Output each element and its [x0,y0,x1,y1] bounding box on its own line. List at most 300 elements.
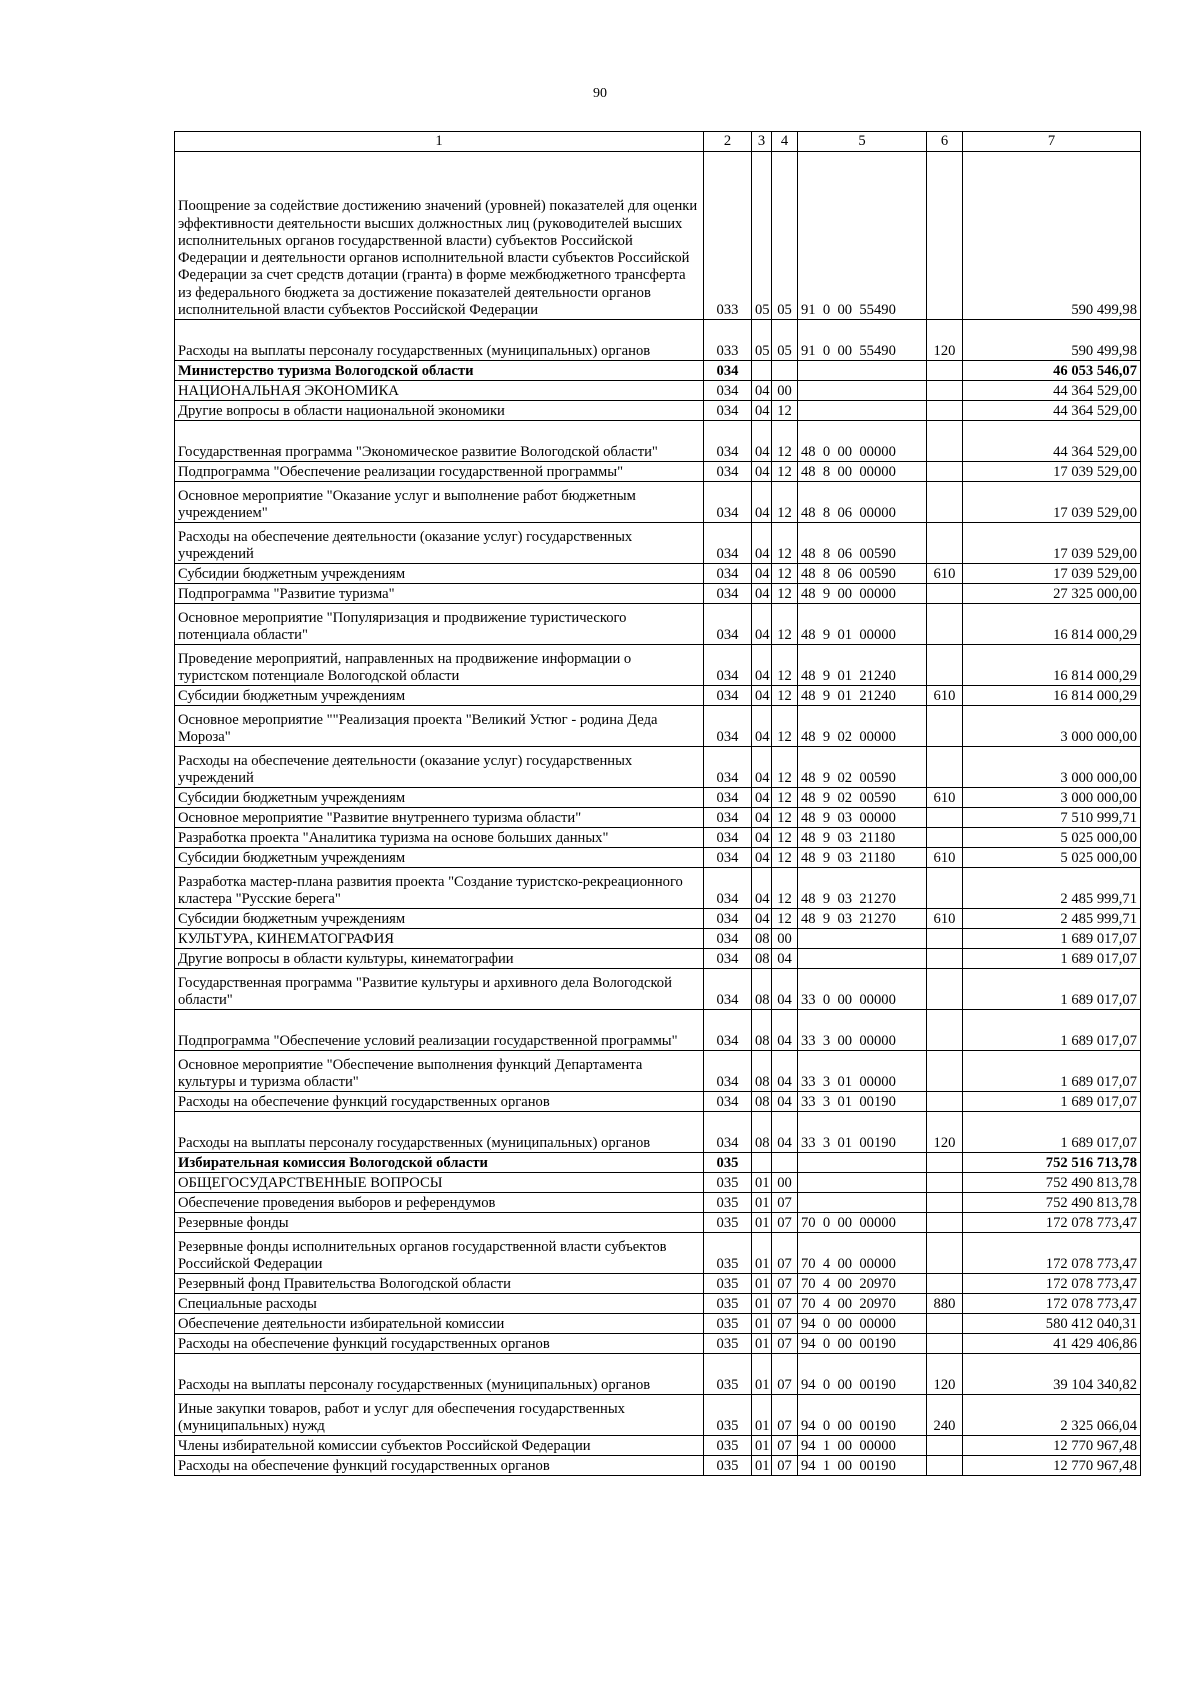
row-amount: 2 485 999,71 [963,909,1141,929]
row-section-code: 01 [752,1314,772,1334]
row-subsection-code: 12 [772,747,798,788]
row-subsection-code: 12 [772,421,798,462]
row-section-code: 08 [752,1092,772,1112]
row-amount: 3 000 000,00 [963,788,1141,808]
table-row [175,1436,1141,1456]
row-amount: 2 485 999,71 [963,868,1141,909]
row-expense-type [927,808,963,828]
row-target-article: 48 9 03 00000 [798,808,927,828]
row-expense-type [927,1334,963,1354]
row-target-article: 48 0 00 00000 [798,421,927,462]
row-grbs-code: 034 [704,868,752,909]
row-name: Расходы на обеспечение деятельности (оказание услуг) государственных учреждений [175,747,704,788]
row-target-article: 33 0 00 00000 [798,969,927,1010]
row-grbs-code: 034 [704,747,752,788]
row-amount: 5 025 000,00 [963,848,1141,868]
row-target-article [798,361,927,381]
table-row [175,523,1141,564]
table-row [175,969,1141,1010]
header-row [175,132,1141,152]
row-section-code: 08 [752,1051,772,1092]
row-section-code: 04 [752,604,772,645]
row-subsection-code: 12 [772,401,798,421]
row-target-article: 48 8 06 00000 [798,482,927,523]
table-row [175,788,1141,808]
row-expense-type [927,1314,963,1334]
table-row [175,1112,1141,1153]
row-target-article: 48 9 02 00000 [798,706,927,747]
row-section-code: 08 [752,949,772,969]
row-subsection-code: 12 [772,482,798,523]
row-subsection-code: 00 [772,929,798,949]
row-expense-type [927,706,963,747]
row-name: Субсидии бюджетным учреждениям [175,848,704,868]
row-expense-type [927,482,963,523]
table-row [175,320,1141,361]
row-amount: 590 499,98 [963,152,1141,320]
row-grbs-code: 034 [704,909,752,929]
row-amount: 752 516 713,78 [963,1153,1141,1173]
table-row [175,1153,1141,1173]
row-grbs-code: 034 [704,401,752,421]
row-grbs-code: 034 [704,788,752,808]
row-expense-type: 120 [927,1112,963,1153]
table-row [175,949,1141,969]
row-grbs-code: 034 [704,381,752,401]
row-name: Разработка проекта "Аналитика туризма на основе больших данных" [175,828,704,848]
row-name: Обеспечение проведения выборов и референдумов [175,1193,704,1213]
row-name: КУЛЬТУРА, КИНЕМАТОГРАФИЯ [175,929,704,949]
row-section-code: 04 [752,381,772,401]
table-row [175,1456,1141,1476]
row-section-code: 04 [752,747,772,788]
row-expense-type: 610 [927,564,963,584]
row-grbs-code: 035 [704,1213,752,1233]
row-grbs-code: 035 [704,1334,752,1354]
row-expense-type [927,1456,963,1476]
row-grbs-code: 034 [704,808,752,828]
row-expense-type: 610 [927,686,963,706]
row-name: Поощрение за содействие достижению значений (уровней) показателей для оценки эффективности деятельности высших должностных лиц (руководителей высших исполнительных органов государственной власти) субъектов Российской Федерации и деятельности органов исполнительной власти субъектов Российской Федерации за счет средств дотации (гранта) в форме межбюджетного трансферта из федерального бюджета за достижение показателей деятельности органов исполнительной власти субъектов Российской Федерации [175,152,704,320]
table-row [175,421,1141,462]
row-section-code: 04 [752,848,772,868]
row-target-article [798,1153,927,1173]
row-grbs-code: 035 [704,1173,752,1193]
table-row [175,401,1141,421]
table-row [175,747,1141,788]
row-section-code: 04 [752,808,772,828]
row-name: Резервные фонды [175,1213,704,1233]
row-amount: 16 814 000,29 [963,604,1141,645]
row-target-article: 94 1 00 00000 [798,1436,927,1456]
row-expense-type [927,1173,963,1193]
row-amount: 17 039 529,00 [963,564,1141,584]
row-target-article: 48 9 01 21240 [798,686,927,706]
header-col-5: 5 [798,132,927,152]
row-amount: 44 364 529,00 [963,421,1141,462]
row-name: Проведение мероприятий, направленных на продвижение информации о туристском потенциале Вологодской области [175,645,704,686]
row-target-article: 48 9 03 21270 [798,868,927,909]
row-subsection-code: 07 [772,1314,798,1334]
row-name: Основное мероприятие "Обеспечение выполнения функций Департамента культуры и туризма области" [175,1051,704,1092]
row-target-article: 48 9 02 00590 [798,747,927,788]
row-amount: 17 039 529,00 [963,462,1141,482]
row-name: Подпрограмма "Развитие туризма" [175,584,704,604]
row-expense-type [927,421,963,462]
row-section-code: 04 [752,462,772,482]
row-name: Расходы на обеспечение функций государственных органов [175,1092,704,1112]
row-amount: 1 689 017,07 [963,929,1141,949]
row-section-code: 04 [752,686,772,706]
row-expense-type [927,1193,963,1213]
row-amount: 27 325 000,00 [963,584,1141,604]
row-expense-type [927,1436,963,1456]
row-subsection-code: 12 [772,645,798,686]
row-target-article: 94 0 00 00190 [798,1334,927,1354]
table-row [175,1051,1141,1092]
row-section-code: 08 [752,1010,772,1051]
row-amount: 16 814 000,29 [963,686,1141,706]
row-grbs-code: 035 [704,1233,752,1274]
row-amount: 12 770 967,48 [963,1436,1141,1456]
row-target-article: 48 8 06 00590 [798,523,927,564]
row-target-article: 48 9 03 21180 [798,848,927,868]
row-subsection-code: 12 [772,604,798,645]
row-amount: 752 490 813,78 [963,1173,1141,1193]
row-grbs-code: 034 [704,523,752,564]
row-target-article: 33 3 00 00000 [798,1010,927,1051]
row-section-code: 01 [752,1213,772,1233]
row-grbs-code: 034 [704,969,752,1010]
row-subsection-code: 05 [772,152,798,320]
row-grbs-code: 035 [704,1193,752,1213]
row-expense-type [927,1051,963,1092]
row-name: ОБЩЕГОСУДАРСТВЕННЫЕ ВОПРОСЫ [175,1173,704,1193]
row-target-article: 48 9 01 21240 [798,645,927,686]
table-row [175,868,1141,909]
row-expense-type [927,868,963,909]
row-subsection-code: 04 [772,969,798,1010]
row-name: Государственная программа "Развитие культуры и архивного дела Вологодской области" [175,969,704,1010]
row-amount: 580 412 040,31 [963,1314,1141,1334]
row-expense-type [927,1153,963,1173]
header-col-6: 6 [927,132,963,152]
table-row [175,848,1141,868]
row-grbs-code: 034 [704,1112,752,1153]
row-expense-type [927,523,963,564]
row-target-article: 94 1 00 00190 [798,1456,927,1476]
row-name: НАЦИОНАЛЬНАЯ ЭКОНОМИКА [175,381,704,401]
row-grbs-code: 035 [704,1153,752,1173]
row-amount: 44 364 529,00 [963,381,1141,401]
row-target-article: 70 4 00 00000 [798,1233,927,1274]
table-row [175,828,1141,848]
table-row [175,645,1141,686]
row-amount: 16 814 000,29 [963,645,1141,686]
table-row [175,152,1141,320]
row-amount: 172 078 773,47 [963,1294,1141,1314]
row-subsection-code: 07 [772,1354,798,1395]
row-name: Субсидии бюджетным учреждениям [175,686,704,706]
row-name: Расходы на выплаты персоналу государственных (муниципальных) органов [175,1112,704,1153]
row-section-code: 08 [752,1112,772,1153]
row-section-code: 04 [752,584,772,604]
row-subsection-code: 12 [772,909,798,929]
row-section-code: 04 [752,421,772,462]
header-col-1: 1 [175,132,704,152]
row-name: Другие вопросы в области культуры, кинематографии [175,949,704,969]
row-expense-type: 610 [927,848,963,868]
row-target-article [798,949,927,969]
row-target-article [798,381,927,401]
row-grbs-code: 034 [704,564,752,584]
row-name: Резервный фонд Правительства Вологодской области [175,1274,704,1294]
row-subsection-code [772,1153,798,1173]
row-expense-type: 120 [927,1354,963,1395]
row-expense-type [927,1233,963,1274]
row-expense-type: 880 [927,1294,963,1314]
row-target-article: 48 9 00 00000 [798,584,927,604]
row-name: Другие вопросы в области национальной экономики [175,401,704,421]
table-row [175,1010,1141,1051]
row-target-article [798,1193,927,1213]
row-amount: 1 689 017,07 [963,949,1141,969]
row-grbs-code: 034 [704,462,752,482]
row-target-article: 33 3 01 00190 [798,1092,927,1112]
row-expense-type [927,1010,963,1051]
row-amount: 3 000 000,00 [963,747,1141,788]
row-subsection-code: 12 [772,828,798,848]
row-target-article: 33 3 01 00190 [798,1112,927,1153]
row-grbs-code: 034 [704,645,752,686]
row-name: Подпрограмма "Обеспечение условий реализации государственной программы" [175,1010,704,1051]
row-section-code: 01 [752,1274,772,1294]
row-amount: 3 000 000,00 [963,706,1141,747]
row-target-article: 91 0 00 55490 [798,152,927,320]
row-amount: 1 689 017,07 [963,1051,1141,1092]
row-expense-type [927,361,963,381]
row-section-code: 04 [752,482,772,523]
row-amount: 2 325 066,04 [963,1395,1141,1436]
row-section-code: 04 [752,706,772,747]
row-expense-type [927,401,963,421]
row-target-article: 94 0 00 00000 [798,1314,927,1334]
row-section-code: 01 [752,1294,772,1314]
row-expense-type [927,584,963,604]
row-section-code: 01 [752,1173,772,1193]
table-row [175,462,1141,482]
row-name: Основное мероприятие "Популяризация и продвижение туристического потенциала области" [175,604,704,645]
row-expense-type: 610 [927,788,963,808]
table-row [175,604,1141,645]
table-row [175,909,1141,929]
row-target-article: 33 3 01 00000 [798,1051,927,1092]
table-row [175,1193,1141,1213]
row-amount: 172 078 773,47 [963,1274,1141,1294]
row-section-code: 04 [752,868,772,909]
row-subsection-code: 12 [772,706,798,747]
table-row [175,1314,1141,1334]
row-amount: 39 104 340,82 [963,1354,1141,1395]
row-subsection-code: 05 [772,320,798,361]
row-name: Расходы на обеспечение деятельности (оказание услуг) государственных учреждений [175,523,704,564]
row-expense-type [927,1213,963,1233]
row-grbs-code: 034 [704,604,752,645]
row-expense-type [927,949,963,969]
row-grbs-code: 035 [704,1314,752,1334]
row-subsection-code: 04 [772,949,798,969]
row-subsection-code: 07 [772,1456,798,1476]
table-row [175,361,1141,381]
row-section-code: 01 [752,1193,772,1213]
row-grbs-code: 033 [704,320,752,361]
row-name: Основное мероприятие "Оказание услуг и выполнение работ бюджетным учреждением" [175,482,704,523]
row-name: Резервные фонды исполнительных органов государственной власти субъектов Российской Федерации [175,1233,704,1274]
row-target-article: 48 9 02 00590 [798,788,927,808]
row-section-code [752,1153,772,1173]
row-target-article: 91 0 00 55490 [798,320,927,361]
row-name: Разработка мастер-плана развития проекта "Создание туристско-рекреационного кластера "Русские берега" [175,868,704,909]
row-amount: 12 770 967,48 [963,1456,1141,1476]
table-row [175,564,1141,584]
row-grbs-code: 035 [704,1436,752,1456]
row-amount: 1 689 017,07 [963,1010,1141,1051]
row-expense-type [927,1274,963,1294]
table-row [175,482,1141,523]
row-subsection-code: 07 [772,1193,798,1213]
row-target-article [798,401,927,421]
row-grbs-code: 033 [704,152,752,320]
row-target-article: 70 4 00 20970 [798,1294,927,1314]
row-target-article: 70 0 00 00000 [798,1213,927,1233]
row-section-code: 01 [752,1354,772,1395]
budget-table [174,131,1141,1476]
table-body [175,152,1141,1476]
row-target-article: 48 9 01 00000 [798,604,927,645]
row-subsection-code [772,361,798,381]
row-target-article: 48 8 00 00000 [798,462,927,482]
row-subsection-code: 07 [772,1294,798,1314]
row-section-code [752,361,772,381]
row-amount: 46 053 546,07 [963,361,1141,381]
row-amount: 17 039 529,00 [963,523,1141,564]
row-grbs-code: 035 [704,1354,752,1395]
row-section-code: 01 [752,1334,772,1354]
row-grbs-code: 034 [704,1092,752,1112]
row-grbs-code: 035 [704,1456,752,1476]
row-amount: 44 364 529,00 [963,401,1141,421]
row-name: Субсидии бюджетным учреждениям [175,564,704,584]
row-subsection-code: 12 [772,686,798,706]
header-col-3: 3 [752,132,772,152]
row-expense-type [927,747,963,788]
row-subsection-code: 12 [772,523,798,564]
table-row [175,706,1141,747]
row-section-code: 04 [752,523,772,564]
table-row [175,1334,1141,1354]
row-name: Расходы на обеспечение функций государственных органов [175,1334,704,1354]
row-subsection-code: 12 [772,848,798,868]
row-expense-type [927,152,963,320]
row-expense-type: 120 [927,320,963,361]
row-amount: 172 078 773,47 [963,1233,1141,1274]
row-target-article: 48 8 06 00590 [798,564,927,584]
table-row [175,929,1141,949]
row-expense-type [927,645,963,686]
row-name: Основное мероприятие ""Реализация проекта "Великий Устюг - родина Деда Мороза" [175,706,704,747]
row-subsection-code: 12 [772,584,798,604]
row-subsection-code: 07 [772,1334,798,1354]
row-section-code: 08 [752,929,772,949]
row-subsection-code: 00 [772,381,798,401]
row-amount: 752 490 813,78 [963,1193,1141,1213]
table-row [175,584,1141,604]
table-row [175,1395,1141,1436]
row-subsection-code: 07 [772,1233,798,1274]
row-expense-type [927,604,963,645]
table-row [175,1274,1141,1294]
row-subsection-code: 07 [772,1436,798,1456]
row-grbs-code: 034 [704,686,752,706]
row-section-code: 04 [752,645,772,686]
row-grbs-code: 034 [704,482,752,523]
table-row [175,1294,1141,1314]
row-section-code: 01 [752,1456,772,1476]
row-section-code: 01 [752,1233,772,1274]
row-section-code: 04 [752,401,772,421]
row-expense-type [927,381,963,401]
row-expense-type [927,1092,963,1112]
row-grbs-code: 034 [704,361,752,381]
table-row [175,1233,1141,1274]
row-subsection-code: 12 [772,462,798,482]
table-row [175,808,1141,828]
table-row [175,1092,1141,1112]
row-section-code: 08 [752,969,772,1010]
row-name: Министерство туризма Вологодской области [175,361,704,381]
row-grbs-code: 034 [704,706,752,747]
table-row [175,686,1141,706]
row-subsection-code: 00 [772,1173,798,1193]
row-section-code: 04 [752,909,772,929]
row-target-article [798,1173,927,1193]
row-amount: 5 025 000,00 [963,828,1141,848]
row-amount: 7 510 999,71 [963,808,1141,828]
row-section-code: 05 [752,320,772,361]
row-subsection-code: 12 [772,564,798,584]
header-col-4: 4 [772,132,798,152]
row-grbs-code: 034 [704,1010,752,1051]
row-name: Субсидии бюджетным учреждениям [175,909,704,929]
row-grbs-code: 034 [704,828,752,848]
header-col-7: 7 [963,132,1141,152]
table-row [175,1173,1141,1193]
row-subsection-code: 04 [772,1092,798,1112]
row-amount: 1 689 017,07 [963,969,1141,1010]
table-row [175,381,1141,401]
row-section-code: 05 [752,152,772,320]
row-target-article: 48 9 03 21270 [798,909,927,929]
row-name: Члены избирательной комиссии субъектов Российской Федерации [175,1436,704,1456]
row-section-code: 01 [752,1436,772,1456]
row-subsection-code: 04 [772,1112,798,1153]
row-expense-type [927,969,963,1010]
row-subsection-code: 07 [772,1395,798,1436]
row-subsection-code: 07 [772,1274,798,1294]
row-name: Обеспечение деятельности избирательной комиссии [175,1314,704,1334]
row-grbs-code: 034 [704,421,752,462]
row-target-article: 94 0 00 00190 [798,1395,927,1436]
